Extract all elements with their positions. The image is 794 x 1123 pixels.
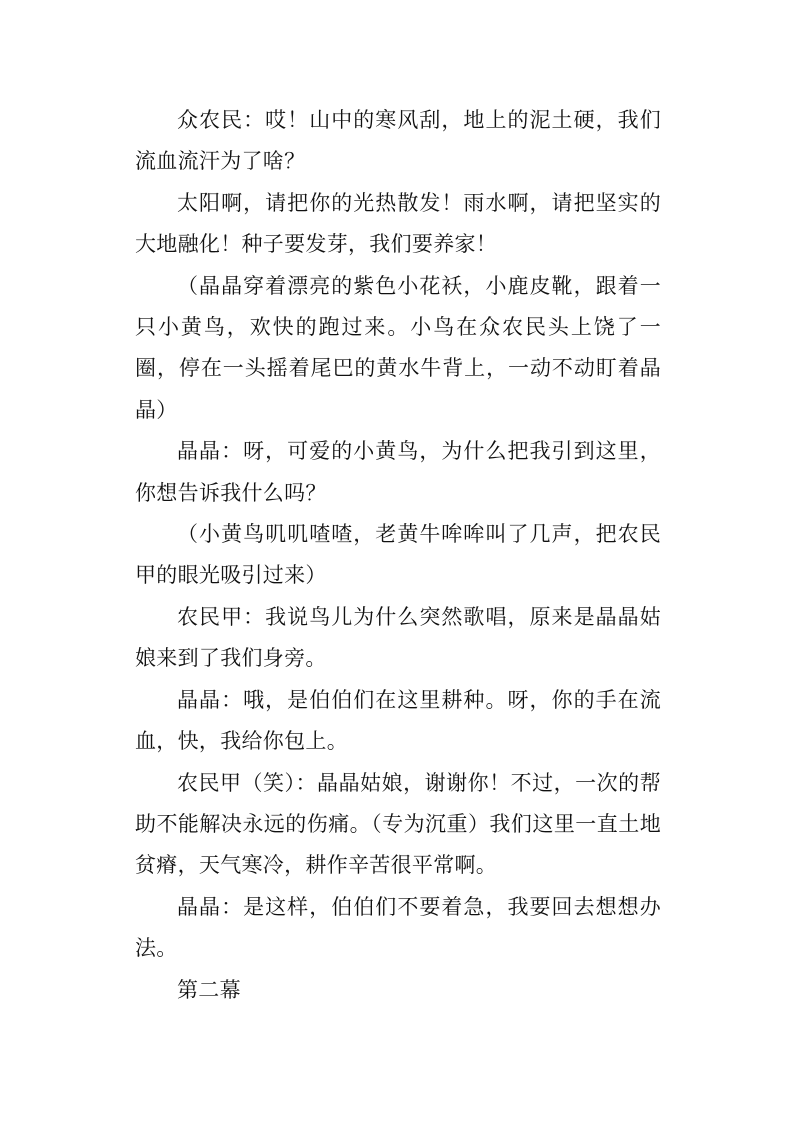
dialogue-jingjing-bird: 晶晶：呀，可爱的小黄鸟，为什么把我引到这里，你想告诉我什么吗？ <box>135 439 661 505</box>
dialogue-farmers-lament: 众农民：哎！山中的寒风刮，地上的泥土硬，我们流血流汗为了啥？ <box>135 108 661 174</box>
dialogue-jingjing-promise: 晶晶：是这样，伯伯们不要着急，我要回去想想办法。 <box>135 894 661 961</box>
dialogue-farmer-a-greeting: 农民甲：我说鸟儿为什么突然歌唱，原来是晶晶姑娘来到了我们身旁。 <box>135 604 661 671</box>
dialogue-jingjing-bandage: 晶晶：哦，是伯伯们在这里耕种。呀，你的手在流血，快，我给你包上。 <box>135 687 661 754</box>
stage-direction-bird-calls: （小黄鸟叽叽喳喳，老黄牛哞哞叫了几声，把农民甲的眼光吸引过来） <box>135 522 661 588</box>
dialogue-farmer-a-thanks: 农民甲（笑）：晶晶姑娘，谢谢你！不过，一次的帮助不能解决永远的伤痛。（专为沉重）我们这里一直土地贫瘠，天气寒冷，耕作辛苦很平常啊。 <box>135 770 661 878</box>
dialogue-prayer: 太阳啊，请把你的光热散发！雨水啊，请把坚实的大地融化！种子要发芽，我们要养家！ <box>135 190 661 257</box>
stage-direction-jingjing-enters: （晶晶穿着漂亮的紫色小花袄，小鹿皮靴，跟着一只小黄鸟，欢快的跑过来。小鸟在众农民头上饶了一圈，停在一头摇着尾巴的黄水牛背上，一动不动盯着晶晶） <box>135 273 661 422</box>
act-heading: 第二幕 <box>177 977 241 1002</box>
script-text <box>135 100 661 1011</box>
